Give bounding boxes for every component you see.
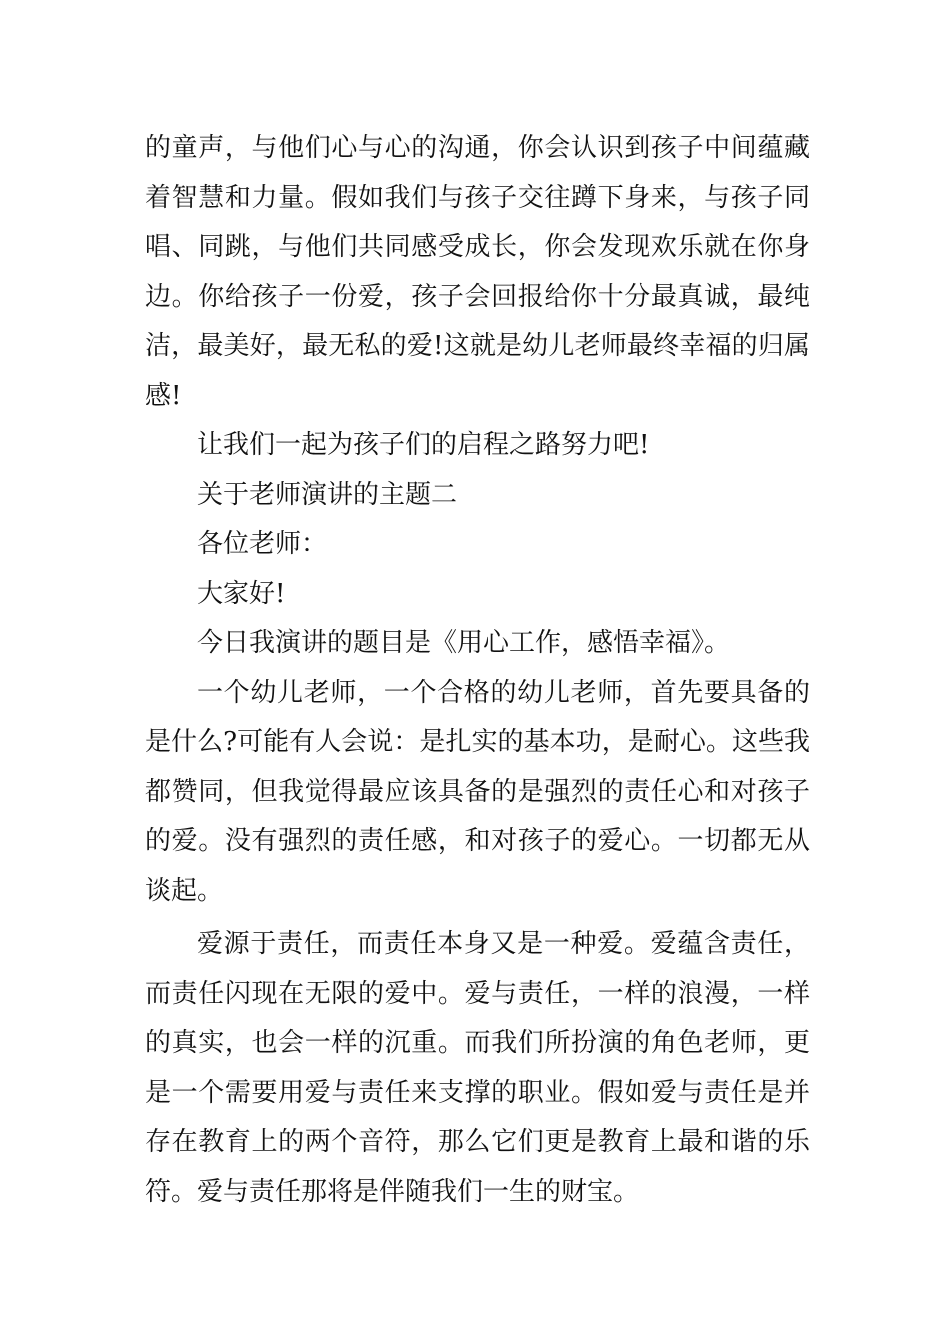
paragraph-body: 一个幼儿老师，一个合格的幼儿老师，首先要具备的是什么?可能有人会说：是扎实的基本功，是耐心。这些我都赞同，但我觉得最应该具备的是强烈的责任心和对孩子的爱。没有强烈的责任感，和对孩子的爱心。一切都无从谈起。 xyxy=(145,677,810,906)
paragraph-body: 爱源于责任，而责任本身又是一种爱。爱蕴含责任，而责任闪现在无限的爱中。爱与责任，一样的浪漫，一样的真实，也会一样的沉重。而我们所扮演的角色老师，更是一个需要用爱与责任来支撑的职业。假如爱与责任是并存在教育上的两个音符，那么它们更是教育上最和谐的乐符。爱与责任那将是伴随我们一生的财宝。 xyxy=(145,929,810,1207)
document-body xyxy=(145,124,810,1217)
speech-title-line: 今日我演讲的题目是《用心工作，感悟幸福》。 xyxy=(197,628,731,658)
greeting: 大家好! xyxy=(197,578,286,609)
paragraph-closing-line: 让我们一起为孩子们的启程之路努力吧! xyxy=(197,430,650,460)
salutation: 各位老师： xyxy=(197,529,328,559)
paragraph-continuation: 的童声，与他们心与心的沟通，你会认识到孩子中间蕴藏着智慧和力量。假如我们与孩子交往蹲下身来，与孩子同唱、同跳，与他们共同感受成长，你会发现欢乐就在你身边。你给孩子一份爱，孩子会回报给你十分最真诚，最纯洁，最美好，最无私的爱!这就是幼儿老师最终幸福的归属感! xyxy=(145,133,810,411)
section-heading: 关于老师演讲的主题二 xyxy=(197,479,458,510)
